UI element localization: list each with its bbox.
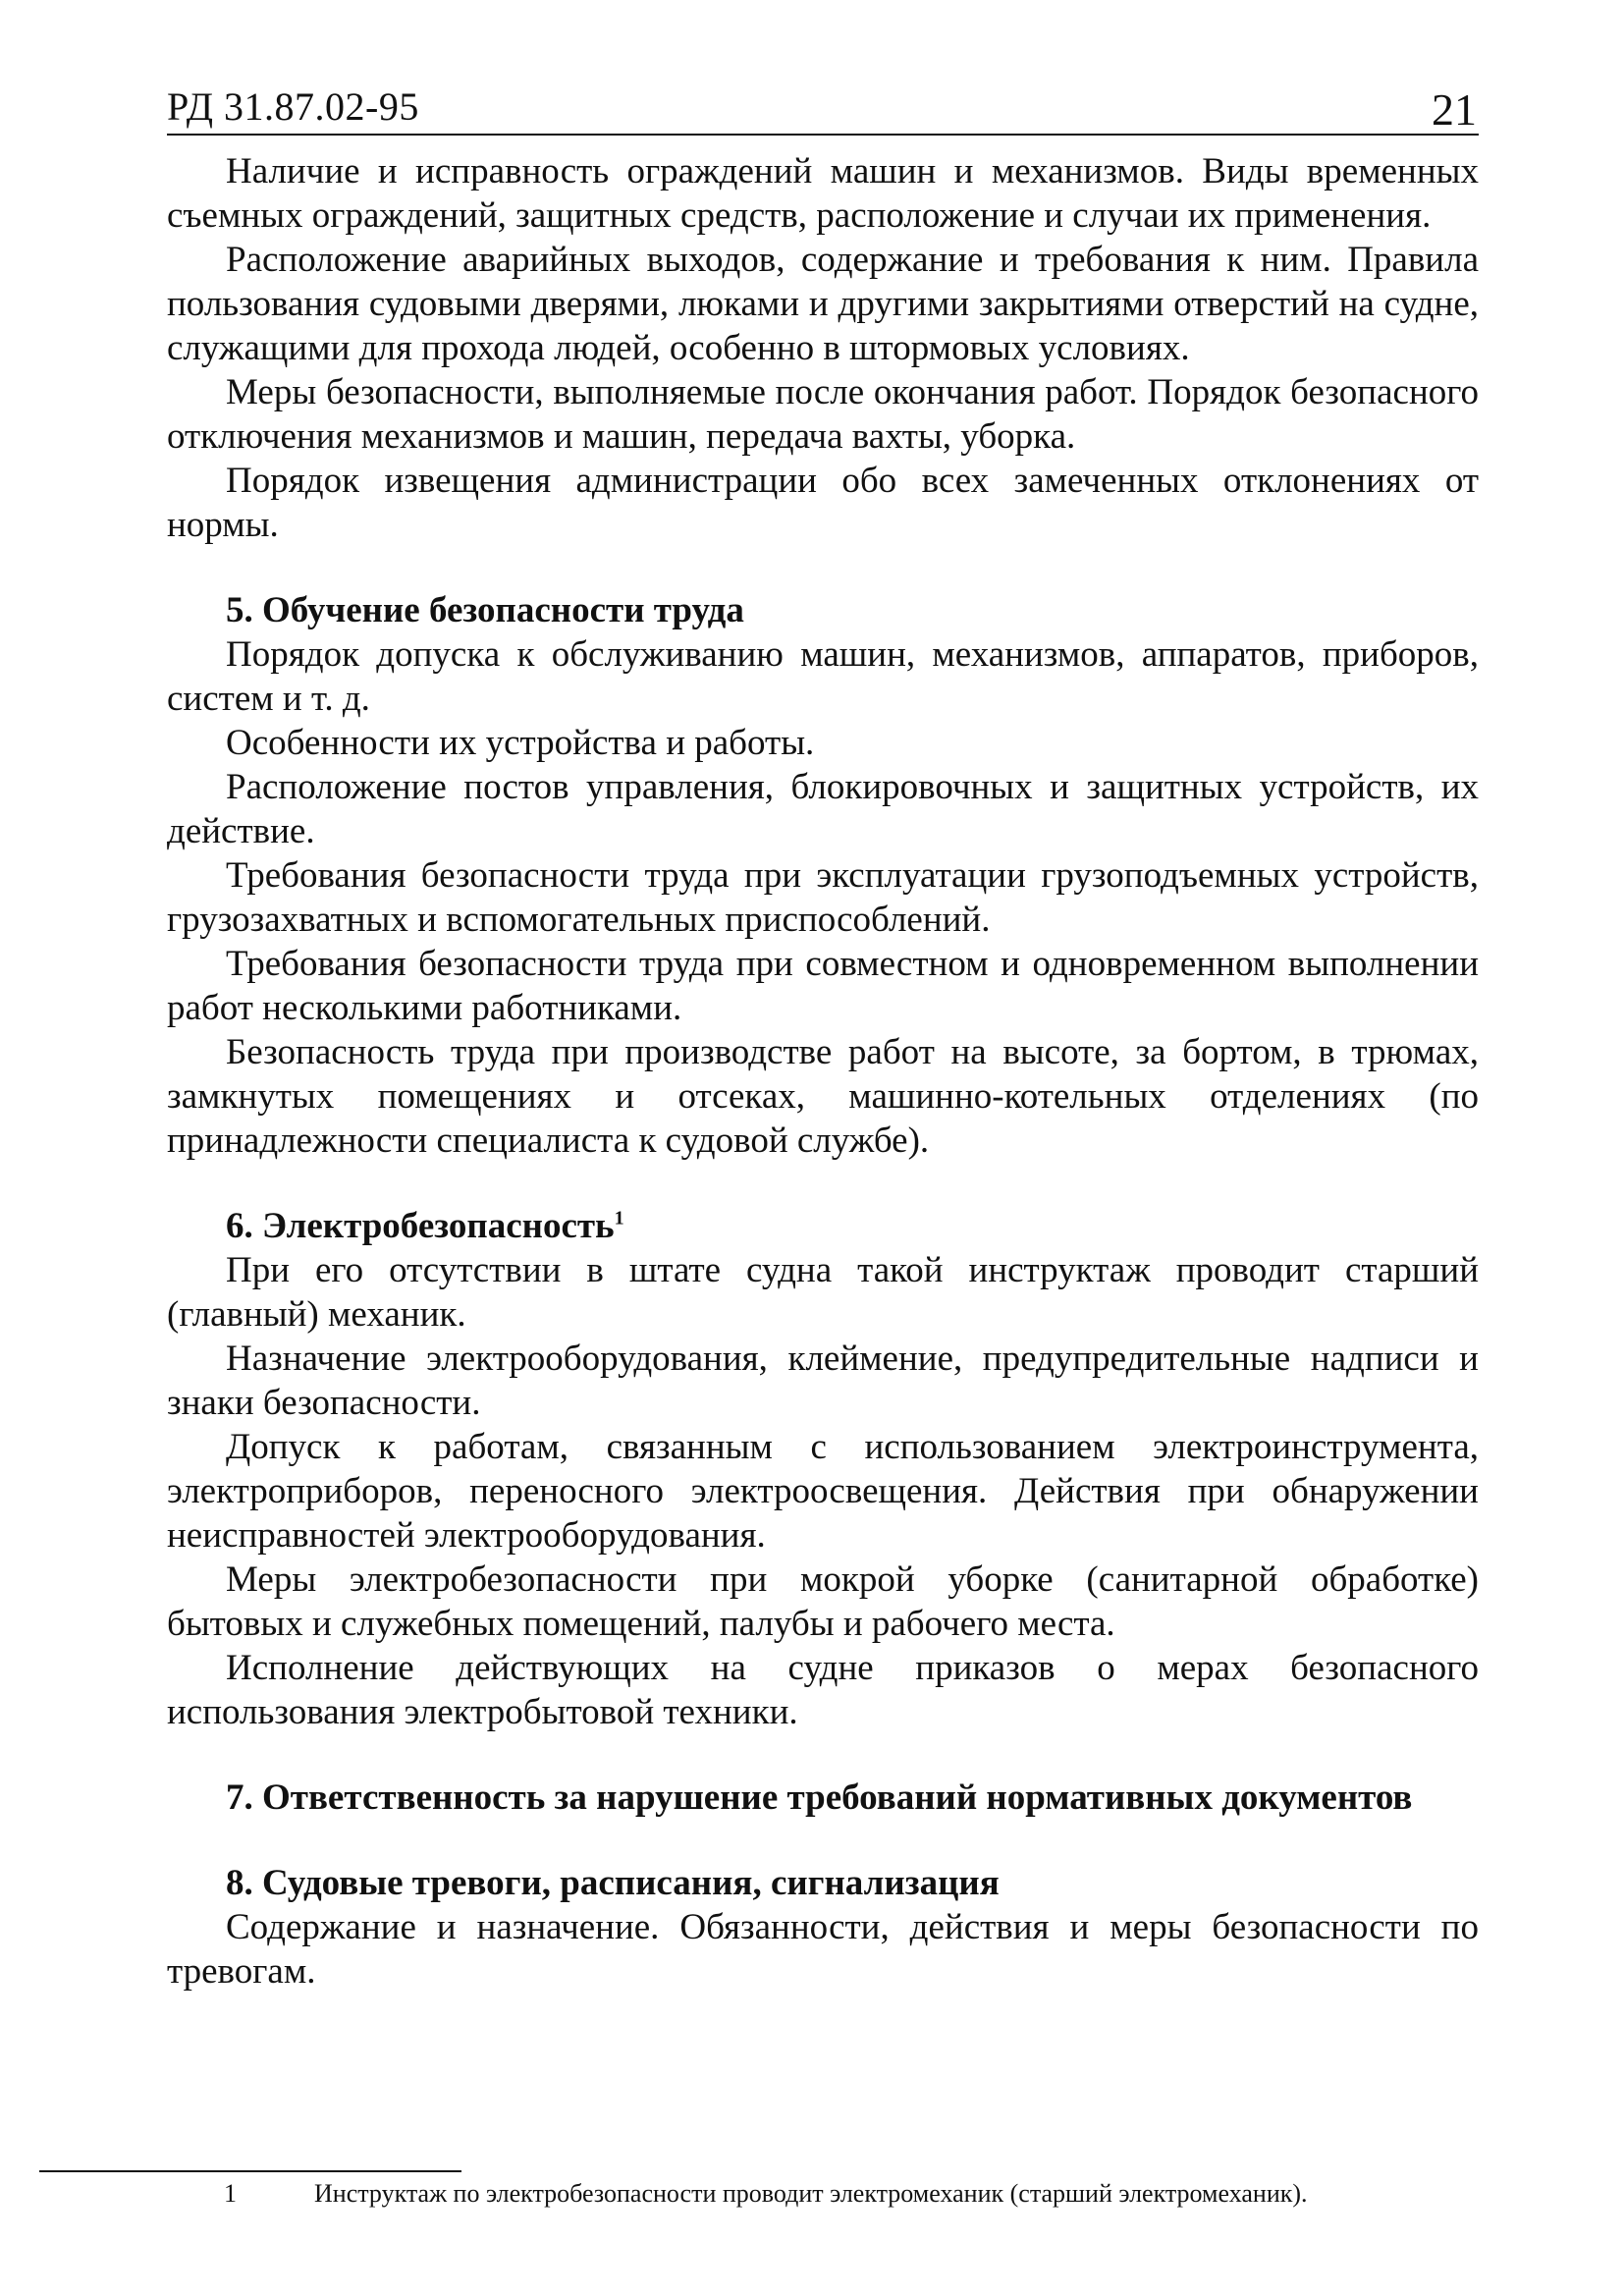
paragraph: Требования безопасности труда при совместном и одновременном выполнении работ несколькими работниками.: [167, 944, 1479, 1028]
paragraph: При его отсутствии в штате судна такой инструктаж проводит старший (главный) механик.: [167, 1250, 1479, 1335]
section-heading-text: 6. Электробезопасность: [226, 1206, 615, 1246]
footnote-text: Инструктаж по электробезопасности проводит электромеханик (старший электромеханик).: [314, 2179, 1308, 2208]
paragraph: Безопасность труда при производстве работ на высоте, за бортом, в трюмах, замкнутых помещениях и отсеках, машинно-котельных отделениях (по принадлежности специалиста к судовой службе).: [167, 1032, 1479, 1161]
page-number: 21: [1432, 84, 1477, 135]
paragraph: Особенности их устройства и работы.: [226, 723, 815, 763]
footnote-mark: 1: [224, 2179, 237, 2208]
paragraph: Меры безопасности, выполняемые после окончания работ. Порядок безопасного отключения механизмов и машин, передача вахты, уборка.: [167, 372, 1479, 457]
paragraph: Назначение электрооборудования, клеймение, предупредительные надписи и знаки безопасности.: [167, 1339, 1479, 1423]
paragraph: Наличие и исправность ограждений машин и механизмов. Виды временных съемных ограждений, защитных средств, расположение и случаи их применения.: [167, 151, 1479, 236]
section-heading: 8. Судовые тревоги, расписания, сигнализация: [226, 1863, 1000, 1903]
section-heading: 7. Ответственность за нарушение требований нормативных документов: [226, 1777, 1413, 1818]
paragraph: Порядок извещения администрации обо всех замеченных отклонениях от нормы.: [167, 461, 1479, 545]
paragraph: Требования безопасности труда при эксплуатации грузоподъемных устройств, грузозахватных и вспомогательных приспособлений.: [167, 855, 1479, 940]
section-heading: 5. Обучение безопасности труда: [226, 590, 744, 630]
footnote-separator: [39, 2170, 461, 2172]
paragraph: Содержание и назначение. Обязанности, действия и меры безопасности по тревогам.: [167, 1907, 1479, 1992]
document-page: [167, 69, 1479, 1994]
section-heading: [167, 1204, 1479, 1248]
paragraph: Исполнение действующих на судне приказов о мерах безопасного использования электробытовой техники.: [167, 1648, 1479, 1732]
paragraph: Меры электробезопасности при мокрой уборке (санитарной обработке) бытовых и служебных помещений, палубы и рабочего места.: [167, 1559, 1479, 1644]
paragraph: Расположение постов управления, блокировочных и защитных устройств, их действие.: [167, 767, 1479, 851]
page-header: [167, 69, 1479, 136]
footnote-reference[interactable]: 1: [614, 1207, 624, 1230]
paragraph: Расположение аварийных выходов, содержание и требования к ним. Правила пользования судовыми дверями, люками и другими закрытиями отверстий на судне, служащими для прохода людей, особенно в штормовых условиях.: [167, 240, 1479, 368]
paragraph: Допуск к работам, связанным с использованием электроинструмента, электроприборов, переносного электроосвещения. Действия при обнаружении неисправностей электрооборудования.: [167, 1427, 1479, 1556]
document-code: РД 31.87.02-95: [167, 84, 419, 129]
page-body: [167, 149, 1479, 1994]
paragraph: Порядок допуска к обслуживанию машин, механизмов, аппаратов, приборов, систем и т. д.: [167, 634, 1479, 719]
footnote: [226, 2178, 1483, 2210]
